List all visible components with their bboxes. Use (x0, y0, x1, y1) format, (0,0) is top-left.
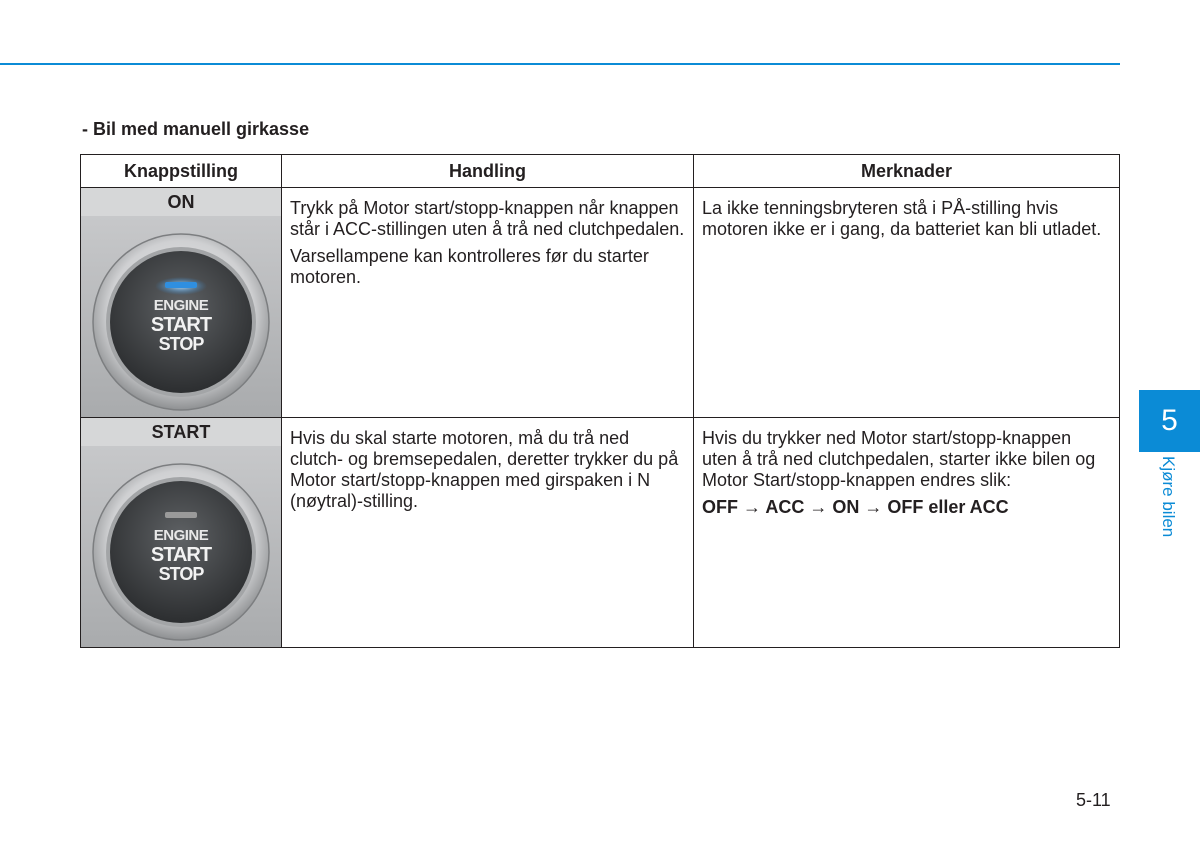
header-rule (0, 63, 1120, 65)
table-header-row (81, 155, 1120, 188)
chapter-title: Kjøre bilen (1159, 456, 1178, 538)
engine-start-stop-button-icon (81, 216, 280, 417)
table-row (81, 188, 1120, 418)
indicator-lamp (165, 282, 197, 288)
indicator-lamp (165, 512, 197, 518)
engine-button-illustration (81, 216, 281, 417)
column-header-position: Knappstilling (81, 155, 282, 188)
button-text-start: START (150, 544, 212, 566)
position-cell-start (81, 418, 282, 648)
column-header-action: Handling (282, 155, 694, 188)
position-label: ON (81, 188, 281, 216)
page-number: 5-11 (1076, 790, 1111, 810)
button-text-stop: STOP (158, 564, 204, 584)
button-position-table (80, 154, 1120, 648)
action-text: Trykk på Motor start/stopp-knappen når knappen står i ACC-stillingen uten å trå ned clutchpedalen. (290, 198, 685, 239)
button-text-engine: ENGINE (153, 527, 209, 544)
button-text-start: START (150, 314, 212, 336)
notes-text: Hvis du trykker ned Motor start/stopp-knappen uten å trå ned clutchpedalen, starter ikke bilen og Motor Start/stopp-knappen endres slik: (702, 428, 1096, 490)
position-label: START (81, 418, 281, 446)
action-text: Varsellampene kan kontrolleres før du starter motoren. (290, 246, 649, 287)
button-text-stop: STOP (158, 334, 204, 354)
notes-text: La ikke tenningsbryteren stå i PÅ-stilling hvis motoren ikke er i gang, da batteriet kan bli utladet. (702, 198, 1102, 239)
notes-cell (694, 188, 1120, 418)
action-text: Hvis du skal starte motoren, må du trå ned clutch- og bremsepedalen, deretter trykker du på Motor start/stopp-knappen med girspaken i N (nøytral)-stilling. (290, 428, 679, 511)
table-row (81, 418, 1120, 648)
action-cell (282, 188, 694, 418)
notes-cell (694, 418, 1120, 648)
engine-start-stop-button-icon (81, 446, 280, 647)
button-text-engine: ENGINE (153, 297, 209, 314)
section-heading: - Bil med manuell girkasse (82, 119, 310, 139)
chapter-number-tab: 5 (1139, 390, 1200, 452)
engine-button-illustration (81, 446, 281, 647)
column-header-notes: Merknader (694, 155, 1120, 188)
position-cell-on (81, 188, 282, 418)
action-cell (282, 418, 694, 648)
state-sequence: OFF → ACC → ON → OFF eller ACC (702, 497, 1009, 517)
